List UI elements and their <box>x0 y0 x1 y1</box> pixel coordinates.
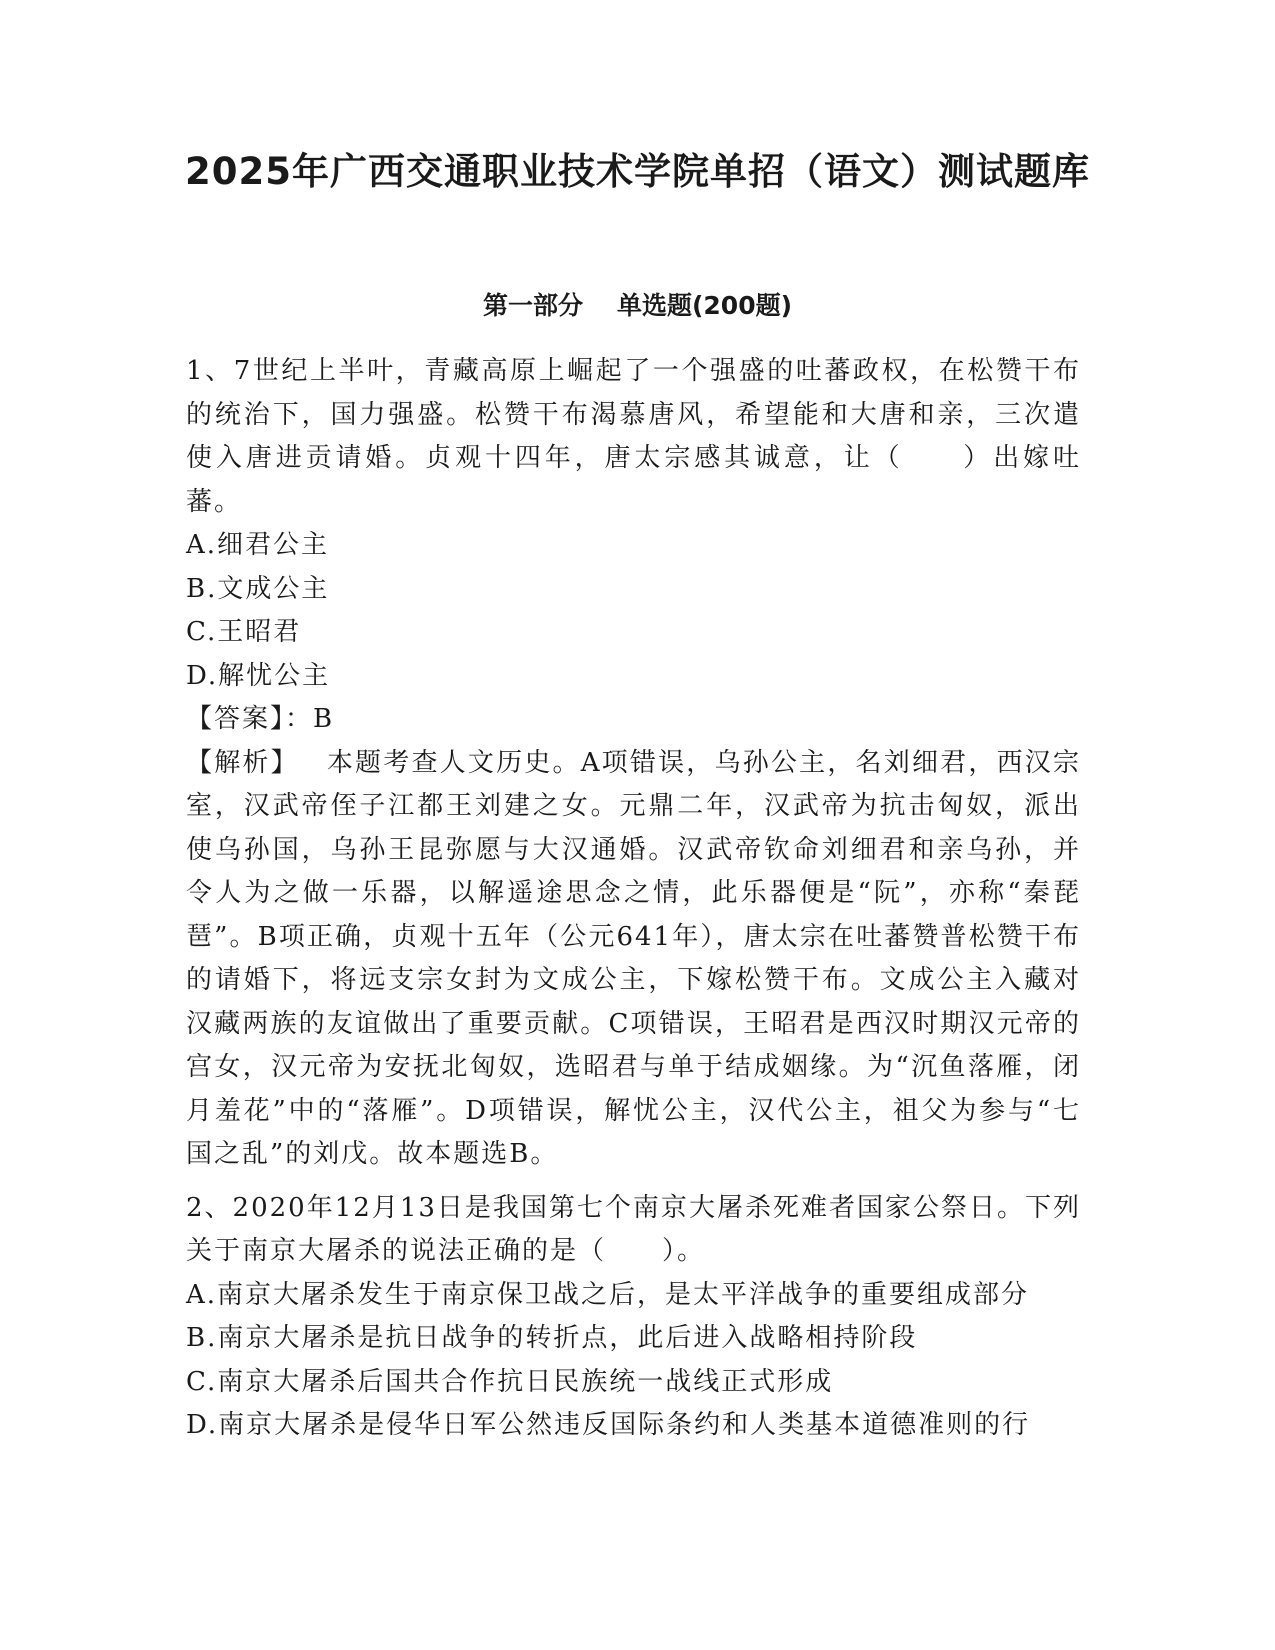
section-heading <box>0 288 1275 324</box>
question-stem: 1、7世纪上半叶，青藏高原上崛起了一个强盛的吐蕃政权，在松赞干布的统治下，国力强盛。松赞干布渴慕唐风，希望能和大唐和亲，三次遣使入唐进贡请婚。贞观十四年，唐太宗感其诚意，让（ ）出嫁吐蕃。 <box>186 356 1081 517</box>
analysis-label: 【解析】 <box>186 747 299 778</box>
option-b: B.文成公主 <box>186 573 330 604</box>
section-name: 单选题(200题) <box>616 291 793 320</box>
document-title: 2025年广西交通职业技术学院单招（语文）测试题库 <box>185 150 1090 193</box>
question-list <box>186 350 1081 1448</box>
answer-label: 【答案】： <box>186 704 314 734</box>
answer-value: B <box>313 704 335 734</box>
answer-line <box>186 698 1081 742</box>
option-d: D.解忧公主 <box>186 660 331 691</box>
question-stem: 2、2020年12月13日是我国第七个南京大屠杀死难者国家公祭日。下列关于南京大屠杀的说法正确的是（ ）。 <box>186 1192 1081 1266</box>
analysis-text: 本题考查人文历史。A项错误，乌孙公主，名刘细君，西汉宗室，汉武帝侄子江都王刘建之女。元鼎二年，汉武帝为抗击匈奴，派出使乌孙国，乌孙王昆弥愿与大汉通婚。汉武帝钦命刘细君和亲乌孙，并令人为之做一乐器，以解遥途思念之情，此乐器便是“阮”，亦称“秦琵琶”。B项正确，贞观十五年（公元641年），唐太宗在吐蕃赞普松赞干布的请婚下，将远支宗女封为文成公主，下嫁松赞干布。文成公主入藏对汉藏两族的友谊做出了重要贡献。C项错误，王昭君是西汉时期汉元帝的宫女，汉元帝为安抚北匈奴，选昭君与单于结成姻缘。为“沉鱼落雁，闭月羞花”中的“落雁”。D项错误，解忧公主，汉代公主，祖父为参与“七国之乱”的刘戊。故本题选B。 <box>186 747 1081 1169</box>
question-1 <box>186 350 1081 1177</box>
option-d: D.南京大屠杀是侵华日军公然违反国际条约和人类基本道德准则的行 <box>186 1410 1031 1440</box>
option-b: B.南京大屠杀是抗日战争的转折点，此后进入战略相持阶段 <box>186 1323 918 1353</box>
option-c: C.王昭君 <box>186 617 302 647</box>
analysis-paragraph <box>186 742 1081 1177</box>
option-c: C.南京大屠杀后国共合作抗日民族统一战线正式形成 <box>186 1366 834 1397</box>
option-a: A.南京大屠杀发生于南京保卫战之后，是太平洋战争的重要组成部分 <box>186 1279 1030 1310</box>
section-part: 第一部分 <box>482 291 583 320</box>
option-a: A.细君公主 <box>186 530 330 560</box>
question-2 <box>186 1187 1081 1448</box>
